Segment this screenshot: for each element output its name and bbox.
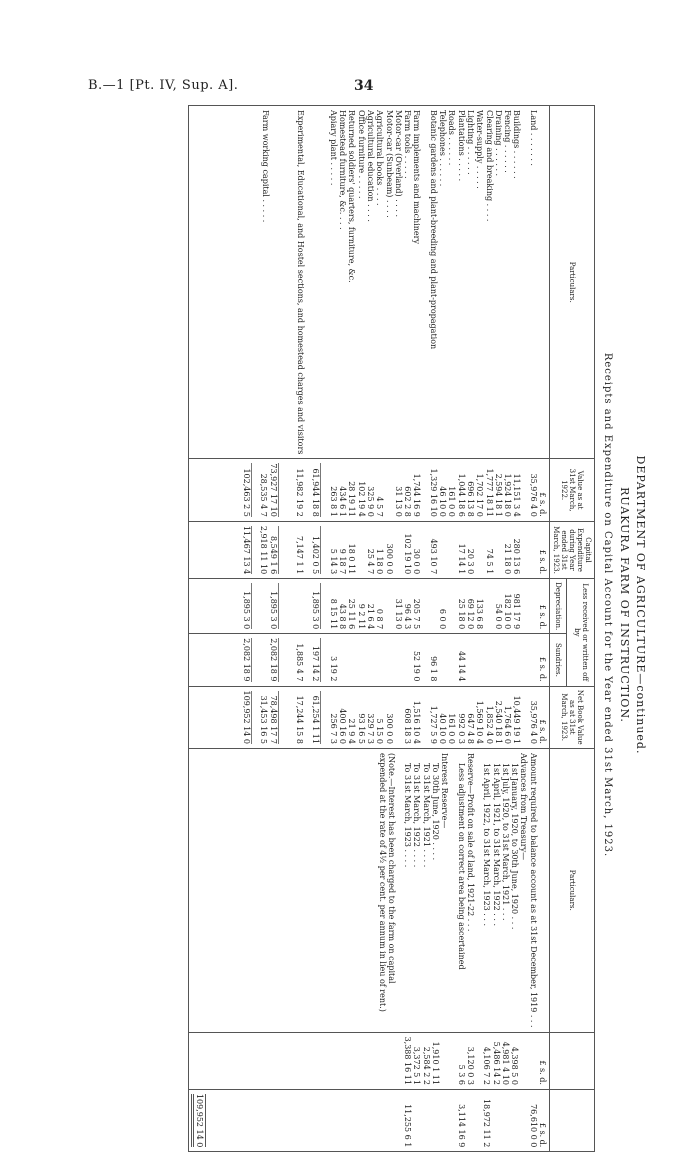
row-value: [528, 638, 537, 681]
right-item-label: Reserve—Profit on sale of land, 1921-22 . . .: [465, 752, 475, 932]
row-gap: [449, 753, 456, 1028]
depreciation-column: [188, 579, 549, 634]
units-label: £ s. d.: [538, 657, 547, 682]
row-gap: [252, 526, 259, 574]
right-item-amount: [519, 1037, 528, 1085]
row-gap: [475, 753, 482, 1028]
right-item-amount: [440, 1037, 449, 1085]
right-item-label: 1st January, 1920, to 30th June, 1920 . . .: [510, 762, 520, 930]
row-value: 31 13 0: [393, 486, 403, 517]
row-value: 1,852 4 0: [484, 705, 494, 744]
row-label: Agricultural education . . . .: [365, 110, 375, 222]
row-value: 1,764 6 0: [503, 705, 513, 744]
right-item-amount: 4,398 5 0: [510, 1046, 520, 1085]
row-label: Buildings . . . . . .: [512, 110, 522, 179]
right-item-label: Advances from Treasury—: [519, 752, 529, 861]
row-value: 25 4 7: [365, 548, 375, 575]
subtotal-value: 1,402 0 5: [311, 526, 321, 574]
row-gap: [279, 638, 286, 681]
row-label: Office furniture . . . . .: [356, 110, 366, 199]
value-1922-column: [188, 459, 549, 521]
working-capital-value: [259, 638, 268, 681]
col-sundries: Sundries.: [550, 634, 567, 686]
experimental-value: 11,982 19 2: [295, 468, 305, 517]
right-item-amount: 4,106 7 2: [482, 1046, 492, 1085]
row-label: Apiary plant . . . . .: [328, 110, 338, 186]
row-value: 1,744 16 9: [412, 473, 422, 517]
row-label: Returned soldiers' quarters, furniture, &c.: [347, 110, 357, 283]
row-gap: [304, 463, 311, 516]
row-value: 1,777 18 11: [484, 468, 494, 517]
row-value: 74 5 1: [484, 548, 494, 575]
right-item-amount: 3,388 16 11: [403, 1036, 413, 1085]
col-amount-b: [550, 1089, 595, 1151]
spacer: [286, 463, 295, 516]
row-gap: [475, 1037, 482, 1085]
row-gap: [396, 1037, 403, 1085]
right-item-amount: 5 3 6: [456, 1064, 466, 1085]
statement-title: Receipts and Expenditure on Capital Account for the Year ended 31st March, 1923.: [602, 352, 613, 858]
row-value: 21 18 0: [503, 543, 513, 575]
row-gap: [421, 583, 428, 629]
capital-exp-column: [188, 521, 549, 578]
total-value: 109,952 14 0: [241, 690, 251, 744]
page-number: 34: [354, 78, 374, 94]
units-label: £ s. d.: [538, 719, 547, 744]
subtotal-value: 1,895 3 0: [311, 583, 321, 629]
row-value: [338, 638, 347, 681]
row-gap: [305, 110, 312, 454]
right-item-total: 76,610 0 0: [528, 1104, 538, 1148]
units-label: £ s. d.: [538, 492, 547, 517]
row-value: 52 19 0: [412, 650, 422, 682]
row-gap: [421, 526, 428, 574]
row-value: 102 19 4: [356, 481, 366, 517]
right-item-label: To 31st March, 1922 . . . .: [412, 762, 422, 868]
row-value: 54 0 0: [493, 603, 503, 630]
right-item-label: Less adjustment on correct area being ascertained: [456, 762, 466, 970]
row-gap: [304, 526, 311, 574]
row-label: Farm tools . . . . .: [403, 110, 413, 179]
row-label: Draining . . . . . .: [493, 110, 503, 177]
row-value: 18 0 11: [347, 543, 357, 575]
row-value: [494, 638, 503, 681]
experimental-value: 7,147 1 1: [295, 536, 305, 575]
row-gap: [521, 463, 528, 516]
row-value: [438, 638, 447, 681]
capital-account-table: [188, 105, 595, 1152]
row-value: 1,569 10 4: [475, 700, 485, 744]
row-gap: [521, 526, 528, 574]
units-spacer: [538, 110, 547, 454]
row-gap: [521, 110, 528, 454]
row-value: 434 6 1: [338, 486, 348, 517]
row-label: Lighting . . . . . .: [465, 110, 475, 175]
farm-title: RUAKURA FARM OF INSTRUCTION.: [618, 487, 631, 723]
sum-value: 73,927 17 10: [268, 463, 278, 517]
row-value: [447, 526, 456, 574]
row-gap: [321, 583, 328, 629]
right-item-total: [501, 1094, 510, 1147]
row-value: 1,727 5 9: [428, 705, 438, 744]
row-value: [356, 638, 365, 681]
row-gap: [252, 638, 259, 681]
spacer: [206, 1094, 396, 1147]
row-gap: [252, 691, 259, 744]
row-gap: [321, 691, 328, 744]
sum-label: [270, 110, 279, 454]
row-value: 1,702 17 0: [475, 473, 485, 517]
total-value: 2,082 18 9: [241, 638, 251, 682]
working-capital-value: 2,918 11 10: [259, 525, 269, 575]
sum-value: 8,549 1 6: [268, 526, 278, 574]
working-capital-value: 31,453 16 5: [259, 695, 269, 744]
row-value: [484, 638, 493, 681]
row-value: 133 6 8: [475, 598, 485, 630]
right-item-total: [519, 1094, 528, 1147]
row-value: 9 2 11: [356, 603, 366, 630]
row-value: 96 4 3: [403, 603, 413, 630]
row-gap: [421, 463, 428, 516]
row-label: Water-supply . . . . .: [475, 110, 485, 189]
row-label: Telephones . . . . . .: [438, 110, 448, 187]
right-item-total: 11,255 6 1: [403, 1104, 413, 1148]
units-label: £ s. d.: [538, 604, 547, 630]
interest-note: (Note.—Interest has been charged to the farm on capital expended at the rate of 4½ per cent. per annum in lieu of rent.): [377, 752, 396, 1012]
row-gap: [421, 691, 428, 744]
right-item-label: 1st April, 1922, to 31st March, 1923 . . .: [482, 762, 492, 927]
row-value: [438, 526, 447, 574]
row-label: Botanic gardens and plant-breeding and plant-propagation: [428, 110, 438, 350]
right-item-amount: 3,372 5 1: [412, 1046, 422, 1085]
row-value: [528, 583, 537, 629]
row-value: 25 11 6: [347, 598, 357, 630]
col-depreciation: Depreciation.: [550, 579, 567, 634]
row-gap: [449, 1037, 456, 1085]
total-value: 1,895 3 0: [242, 583, 252, 629]
net-book-column: [188, 686, 549, 748]
row-value: [394, 691, 403, 744]
row-value: 5 14 3: [328, 548, 338, 575]
right-item-amount: 2,584 2 2: [421, 1046, 431, 1085]
right-particulars-column: [188, 748, 549, 1032]
row-gap: [321, 463, 328, 516]
row-gap: [279, 526, 286, 574]
row-value: 2,540 18 1: [493, 700, 503, 744]
sum-value: 1,895 3 0: [268, 583, 278, 629]
row-value: 40 10 0: [438, 713, 448, 744]
sum-value: 2,082 18 9: [268, 638, 278, 682]
row-value: 1,329 16 10: [428, 468, 438, 517]
total-value: 102,463 2 5: [242, 463, 252, 516]
row-value: 0 8 7: [375, 608, 385, 630]
particulars-column: [188, 106, 549, 459]
row-value: [528, 526, 537, 574]
row-value: [403, 638, 412, 681]
right-item-total: [412, 1094, 421, 1147]
right-item-total: [491, 1094, 500, 1147]
row-label: Fencing . . . . . .: [503, 110, 513, 173]
row-value: 161 0 0: [447, 486, 457, 517]
row-value: [484, 583, 493, 629]
right-item-total: 18,972 11 2: [482, 1099, 492, 1148]
row-gap: [521, 638, 528, 681]
right-item-amount: 1,910 1 11: [431, 1041, 441, 1085]
right-item-total: [440, 1094, 449, 1147]
row-gap: [396, 1094, 403, 1147]
row-value: 31 13 0: [393, 598, 403, 630]
sundries-column: [188, 634, 549, 686]
row-value: 256 7 3: [328, 713, 338, 744]
row-value: [494, 526, 503, 574]
row-gap: [279, 691, 286, 744]
grand-total: 109,952 14 0: [191, 1094, 206, 1147]
row-value: 4 5 7: [375, 496, 385, 517]
units-spacer: [538, 753, 547, 1028]
row-value: [475, 638, 484, 681]
col-particulars: Particulars.: [550, 106, 595, 459]
experimental-value: 17,244 15 8: [295, 695, 305, 744]
row-value: 46 10 0: [438, 486, 448, 517]
row-value: 5 15 0: [375, 718, 385, 744]
row-value: 300 0 0: [384, 713, 394, 744]
row-label: Motor-car (Overland) . . . .: [393, 110, 403, 218]
right-item-label: Amount required to balance account as at 31st December, 1919 . . .: [528, 752, 538, 1028]
row-label: Agricultural books . . . .: [375, 110, 385, 206]
col-capital-expenditure: Capital Expenditure during Year ended 31st March, 1923.: [550, 521, 595, 578]
department-title: DEPARTMENT OF AGRICULTURE—continued.: [634, 455, 647, 755]
right-item-total: [431, 1094, 440, 1147]
row-value: 300 0 0: [384, 543, 394, 575]
row-value: 35,976 4 0: [528, 473, 538, 517]
row-label: Motor-car (Sunbeam) . . . .: [384, 110, 394, 218]
right-item-amount: 5,486 14 2: [491, 1041, 501, 1085]
sum-value: 78,498 17 7: [268, 691, 278, 744]
row-value: [394, 638, 403, 681]
row-value: 325 9 0: [365, 486, 375, 517]
col-less-group: Less received or written off by: [567, 579, 595, 686]
right-item-label: To 31st March, 1923 . . . .: [403, 762, 413, 868]
col-particulars-right: Particulars.: [550, 748, 595, 1032]
right-amount-a-column: [188, 1032, 549, 1089]
row-gap: [321, 110, 328, 454]
row-value: 102 19 10: [403, 533, 413, 575]
subtotal-value: 61,254 1 11: [311, 691, 321, 744]
row-value: 9 18 7: [338, 548, 348, 575]
row-value: [356, 526, 365, 574]
row-value: 21 9 4: [347, 718, 357, 744]
row-label: Clearing and breaking . . . .: [484, 110, 494, 222]
row-gap: [475, 1094, 482, 1147]
row-gap: [396, 753, 403, 1028]
right-item-total: 3,114 16 9: [456, 1104, 466, 1148]
subtotal-value: 61,944 18 8: [311, 463, 321, 516]
experimental-label: Experimental, Educational, and Hostel sections, and homestead charges and visitors: [296, 110, 306, 455]
right-amount-b-column: [188, 1089, 549, 1151]
row-value: 21 6 4: [365, 603, 375, 630]
row-value: [375, 638, 384, 681]
row-value: 28 19 11: [347, 481, 357, 517]
units-label: £ s. d.: [538, 1122, 547, 1148]
row-value: 6 0 0: [438, 608, 448, 630]
spacer: [286, 526, 295, 574]
row-value: 96 1 8: [428, 656, 438, 682]
row-value: [394, 526, 403, 574]
col-amount-a: [550, 1032, 595, 1089]
subtotal-value: 197 14 2: [311, 638, 321, 681]
total-value: 11,467 13 4: [241, 525, 251, 575]
row-gap: [280, 110, 287, 454]
subtotal-label: [312, 110, 321, 454]
units-label: £ s. d.: [538, 1060, 547, 1085]
row-value: 647 4 8: [465, 713, 475, 744]
row-value: [512, 638, 521, 681]
row-gap: [304, 638, 311, 681]
right-item-amount: [528, 1037, 537, 1085]
row-value: [384, 583, 393, 629]
row-value: 2,594 18 1: [493, 473, 503, 517]
row-gap: [304, 583, 311, 629]
working-capital-value: 28,535 4 7: [259, 473, 269, 517]
right-item-total: [421, 1094, 430, 1147]
right-item-amount: 4,981 4 10: [500, 1041, 510, 1085]
row-gap: [421, 638, 428, 681]
row-value: 602 2 8: [403, 486, 413, 517]
row-gap: [254, 110, 261, 454]
spacer: [286, 583, 295, 629]
col-value-1922: Value as at 31st March, 1922.: [550, 459, 595, 521]
row-label: Roads . . . . . .: [447, 110, 457, 166]
right-item-total: [510, 1094, 519, 1147]
row-value: 400 16 0: [338, 708, 348, 744]
working-capital-label: Farm working capital . . . . .: [261, 110, 271, 223]
row-gap: [304, 691, 311, 744]
working-capital-value: [259, 583, 268, 629]
col-net-book-value: Net Book Value as at 31st March, 1923.: [550, 686, 595, 748]
row-value: [447, 638, 456, 681]
experimental-label-cont: [287, 110, 296, 454]
row-gap: [421, 110, 428, 454]
row-gap: [521, 691, 528, 744]
row-gap: [449, 1094, 456, 1147]
row-value: [384, 463, 393, 516]
row-value: 205 7 5: [412, 598, 422, 630]
row-value: [475, 526, 484, 574]
row-value: 263 8 1: [328, 486, 338, 517]
row-gap: [321, 526, 328, 574]
row-label: Plantations . . . . .: [456, 110, 466, 182]
row-value: [384, 638, 393, 681]
row-label: Homestead furniture, &c. . . .: [338, 110, 348, 230]
row-gap: [252, 583, 259, 629]
row-gap: [279, 463, 286, 516]
row-value: [447, 583, 456, 629]
row-value: 69 12 0: [465, 598, 475, 630]
total-label: [245, 110, 254, 454]
experimental-value: 1,885 4 7: [295, 643, 305, 682]
rotated-page-content: [115, 105, 655, 1148]
spacer: [286, 638, 295, 681]
row-value: 981 17 9: [512, 593, 522, 630]
row-value: 1,924 18 0: [503, 473, 513, 517]
right-item-amount: 3,120 0 3: [465, 1046, 475, 1085]
row-value: 11,151 3 4: [512, 473, 522, 517]
row-value: 35,976 4 0: [528, 700, 538, 744]
row-value: 20 3 0: [465, 548, 475, 575]
row-value: 1 18 0: [375, 548, 385, 575]
row-value: 696 13 8: [465, 481, 475, 517]
right-item-label: To 31st March, 1921 . . . .: [421, 762, 431, 868]
row-gap: [521, 583, 528, 629]
row-label: Land . . . . . . .: [528, 110, 538, 166]
row-gap: [279, 583, 286, 629]
row-value: [428, 583, 437, 629]
spacer: [286, 691, 295, 744]
row-value: 17 14 1: [456, 543, 466, 575]
right-item-label: Interest Reserve—: [440, 752, 450, 829]
row-value: 30 0 0: [412, 548, 422, 575]
row-value: 44 14 4: [456, 650, 466, 682]
row-value: 182 10 0: [503, 593, 513, 630]
row-value: [366, 638, 375, 681]
right-item-label: To 30th June, 1920 . . . .: [431, 762, 441, 861]
row-value: 93 16 5: [356, 713, 366, 744]
row-value: 10,449 19 1: [512, 695, 522, 744]
row-value: 1,516 10 4: [412, 700, 422, 744]
row-gap: [252, 463, 259, 516]
row-value: [347, 638, 356, 681]
experimental-value: [295, 583, 304, 629]
row-value: 608 18 3: [403, 708, 413, 744]
row-value: [503, 638, 512, 681]
row-value: 3 19 2: [328, 656, 338, 682]
row-value: 992 0 3: [456, 713, 466, 744]
right-item-total: [466, 1094, 475, 1147]
right-item-label: 1st April, 1921, to 31st March, 1922 . . .: [491, 762, 501, 927]
row-value: 280 13 6: [512, 538, 522, 575]
row-label: Farm implements and machinery: [412, 110, 422, 244]
units-label: £ s. d.: [538, 549, 547, 575]
row-value: 161 0 0: [447, 713, 457, 744]
row-gap: [321, 638, 328, 681]
row-value: 8 15 11: [328, 598, 338, 630]
row-value: 329 7 3: [365, 713, 375, 744]
row-value: [466, 638, 475, 681]
row-value: 43 8 8: [338, 603, 348, 630]
page-section-code: B.—1 [Pt. IV, Sup. A].: [88, 78, 239, 93]
row-value: 493 10 7: [428, 538, 438, 575]
right-item-label: 1st July, 1920, to 31st March, 1921 . . .: [500, 762, 510, 921]
row-value: 1,044 18 6: [456, 473, 466, 517]
row-value: 25 18 0: [456, 598, 466, 630]
